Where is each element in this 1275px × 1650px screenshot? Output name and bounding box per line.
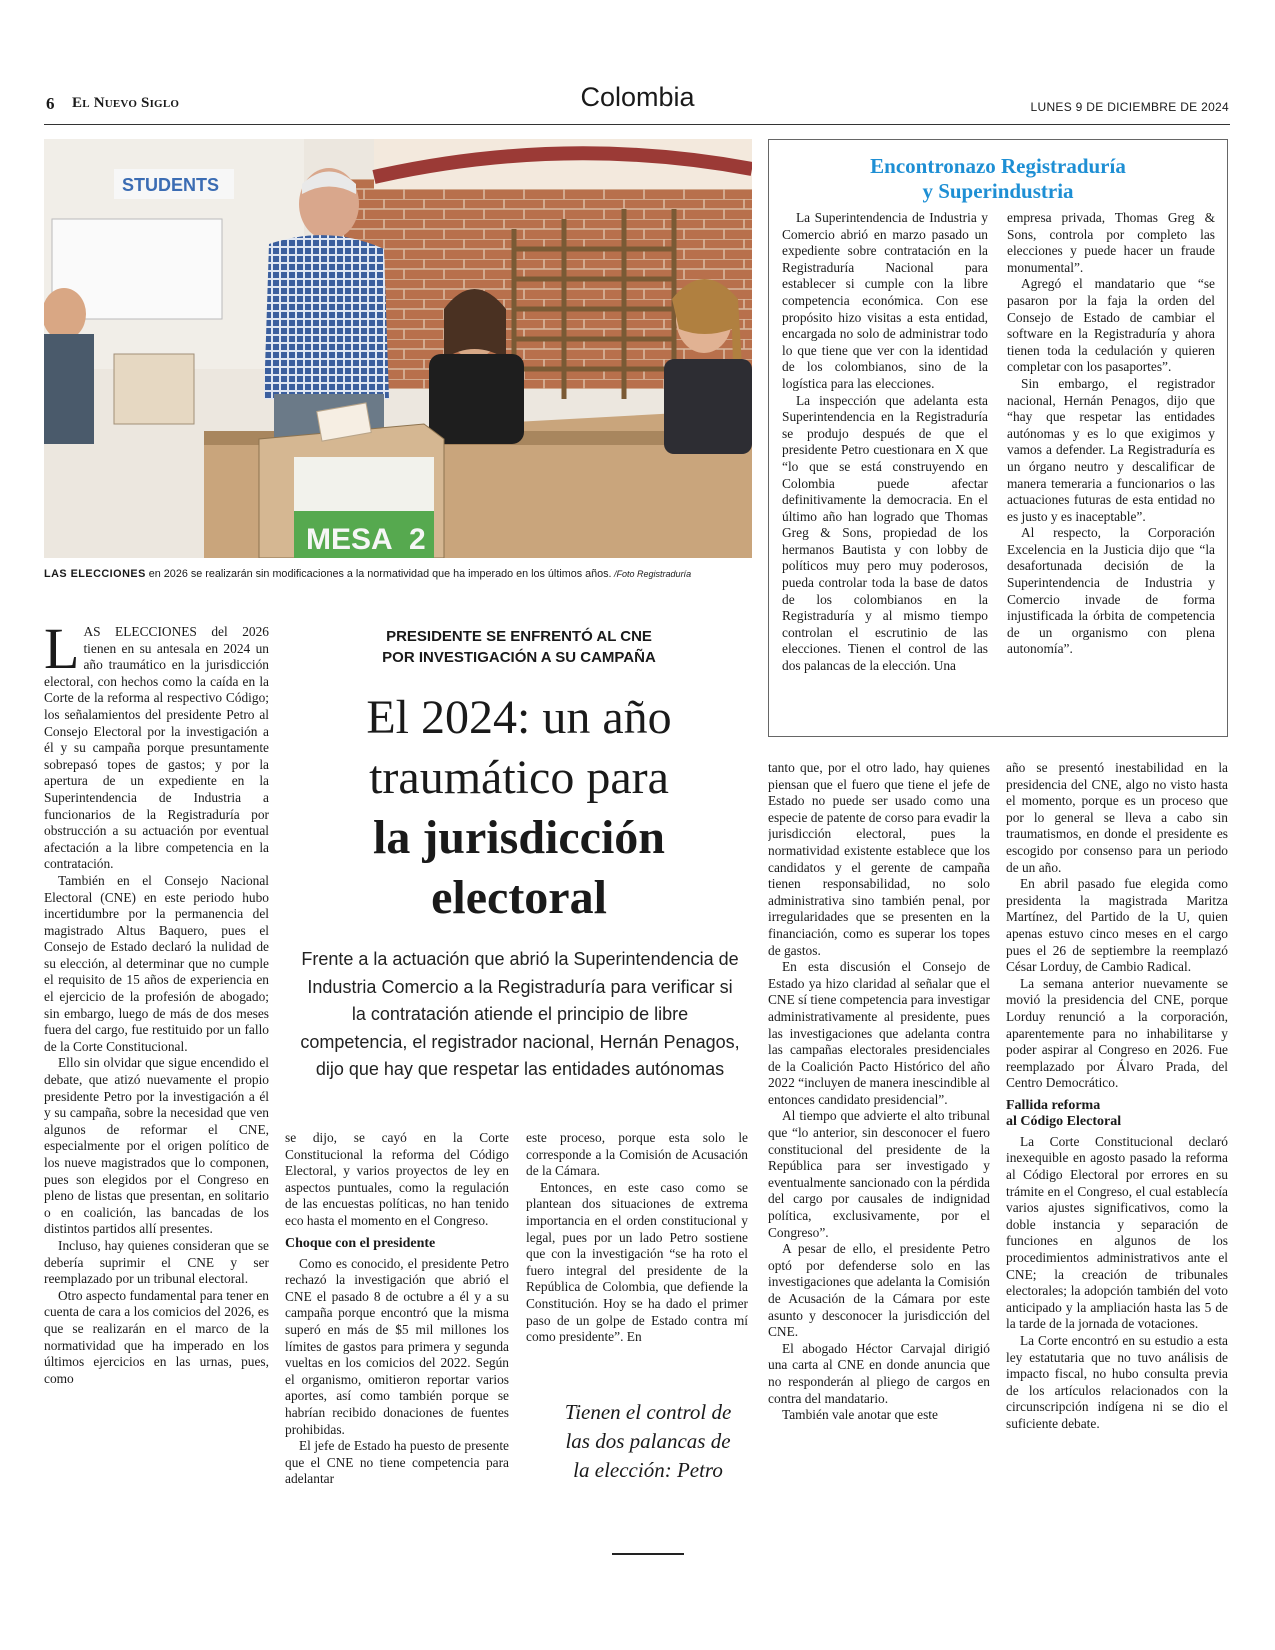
body-paragraph: A pesar de ello, el presidente Petro optó por defenderse solo en las investigaciones que adelanta la Comisión de Acusación de la Cámara por este asunto y desconocer la jurisdicción del CNE.	[768, 1241, 990, 1340]
body-paragraph: También vale anotar que este	[782, 1407, 938, 1423]
sidebar-paragraph: Al respecto, la Corporación Excelencia en la Justicia dijo que “la desafortunada decisión de la Superintendencia de Industria y Comercio invade de forma injustificada la órbita de competencia de un organismo con plena autonomía”.	[1007, 525, 1215, 657]
body-column-3	[526, 1130, 748, 1392]
body-paragraph: El abogado Héctor Carvajal dirigió una carta al CNE en donde anuncia que no responderán al pliego de cargos en contra del mandatario.	[768, 1340, 990, 1406]
body-paragraph: El jefe de Estado ha puesto de presente que el CNE no tiene competencia para adelantar	[285, 1438, 509, 1487]
article-photo	[44, 139, 752, 558]
sidebar-column-right	[1007, 210, 1215, 730]
article-kicker	[292, 626, 746, 668]
section-title: Colombia	[580, 82, 695, 112]
body-column-5	[1006, 760, 1228, 1630]
body-paragraph: tanto que, por el otro lado, hay quienes piensan que el fuero que tiene el jefe de Estado no puede ser usado como una especie de patente de corso para evadir la jurisdicción electoral, pues la normatividad existente establece que los candidatos y el gerente de campaña tienen responsabilidad, no solo administrativa sino también penal, por irregularidades que se presenten en la financiación, como es superar los topes de gastos.	[768, 760, 990, 958]
subheading-line2: al Código Electoral	[1006, 1113, 1122, 1129]
newspaper-name: El Nuevo Siglo	[72, 95, 180, 111]
caption-text: en 2026 se realizarán sin modificaciones a la normatividad que ha imperado en los últimos años.	[145, 568, 612, 580]
body-paragraph: este proceso, porque esta solo le corresponde a la Comisión de Acusación de la Cámara.	[526, 1130, 748, 1179]
lead-text: AS ELECCIONES del 2026 tienen en su antesala en 2024 un año traumático en la jurisdicción electoral, con hechos como la caída en la Corte de la reforma al respectivo Código; los señalamientos del presidente Petro al Consejo Electoral por la investigación a él y su campaña porque presuntamente sobrepasó topes de gastos; y por la apertura de un expediente en la Superintendencia de Industria a funcionarios de la Registraduría por obstrucción a su actuación por eventual afectación a la libre competencia en la contratación.	[44, 624, 269, 872]
headline-line2: traumático para	[369, 751, 669, 804]
page-number: 6	[46, 94, 55, 113]
voting-scene-illustration	[44, 139, 752, 558]
article-headline	[292, 688, 746, 928]
sidebar-paragraph: La Superintendencia de Industria y Comercio abrió en marzo pasado un expediente sobre contratación en la Registraduría Nacional para establecer si cumple con la libre competencia económica. Con ese propósito hizo visitas a esta entidad, encargada no solo de administrar todo lo que tiene que ver con la identidad de los colombianos, sino de la logística para las elecciones.	[782, 210, 988, 391]
ballot-box-number: 2	[409, 523, 426, 556]
sidebar-paragraph: La inspección que adelanta esta Superintendencia en la Registraduría se produjo después de que el presidente Petro cuestionara en X que “lo que se está construyendo en Colombia puede afectar definitivamente la democracia. En el último año han logrado que Thomas Greg & Sons, propiedad de los hermanos Bautista y con lobby de políticos muy pero muy poderosos, pueda controlar toda la base de datos de los colombianos en la Registraduría y al mismo tiempo controlan el escrutinio de las elecciones. Tienen el control de las dos palancas de la elección. Una	[782, 392, 988, 674]
wall-sign-text: STUDENTS	[122, 175, 220, 195]
sidebar-title	[769, 154, 1227, 204]
body-paragraph: Ello sin olvidar que sigue encendido el debate, que atizó nuevamente el propio presidente Petro por la investigación a él y su campaña, sobre la necesidad que ven algunos de reformar el CNE, especialmente por el origen político de los nueve magistrados que lo componen, pues son elegidos por el Congreso en pleno de listas que presentan, en solitario o en coalición, las bancadas de los distintos partidos allí presentes.	[44, 1055, 269, 1237]
lead-paragraph	[44, 624, 269, 873]
sidebar-paragraph: Sin embargo, el registrador nacional, Hernán Penagos, dijo que “hay que respetar las entidades autónomas y es lo que exigimos y vamos a defender. La Registraduría es un órgano neutro y descalificar de manera temeraria a funcionarios o las actuaciones futuras de esta entidad no es justo y es inaceptable”.	[1007, 375, 1215, 524]
photo-credit: /Foto Registraduría	[611, 569, 692, 579]
body-paragraph: año se presentó inestabilidad en la presidencia del CNE, algo no visto hasta el momento, porque es un proceso que por lo general se lleva a cabo sin traumatismos, en donde el presidente es escogido por consenso para un periodo de un año.	[1006, 760, 1228, 875]
body-paragraph: La semana anterior nuevamente se movió la presidencia del CNE, porque Lorduy renunció a la corporación, aparentemente para no inhabilitarse y poder aspirar al Congreso en 2026. Fue reemplazado por Álvaro Prada, del Centro Democrático.	[1006, 975, 1228, 1091]
issue-date: LUNES 9 DE DICIEMBRE DE 2024	[1030, 100, 1229, 114]
subheading	[1006, 1098, 1228, 1130]
sidebar-box	[768, 139, 1228, 737]
kicker-line2: POR INVESTIGACIÓN A SU CAMPAÑA	[382, 649, 656, 666]
body-paragraph: se dijo, se cayó en la Corte Constitucional la reforma del Código Electoral, y varios proyectos de ley en aspectos puntuales, como la regulación de las encuestas políticas, no han tenido eco hasta el momento en el Congreso.	[285, 1130, 509, 1228]
article-deck: Frente a la actuación que abrió la Superintendencia de Industria Comercio a la Registraduría para verificar si la contratación atiende el principio de libre competencia, el registrador nacional, Hernán Penagos, dijo que hay que respetar las entidades autónomas	[300, 949, 740, 1079]
sidebar-paragraph: empresa privada, Thomas Greg & Sons, controla por completo las elecciones y puede hacer un fraude monumental”.	[1007, 210, 1215, 275]
body-paragraph: Otro aspecto fundamental para tener en cuenta de cara a los comicios del 2026, es que se realizarán en el marco de la normatividad que ha imperado en los últimos ejercicios en las urnas, pues, como	[44, 1287, 269, 1386]
body-paragraph: Como es conocido, el presidente Petro rechazó la investigación que abrió el CNE el pasado 8 de octubre a él y a su campaña porque encontró que la misma superó en más de $5 mil millones los límites de gastos para primera y segunda vueltas en los comicios del 2022. Según el organismo, omitieron reportar varios aportes, así como también porque se habrían recibido donaciones de fuentes prohibidas.	[285, 1255, 509, 1437]
headline-line1: El 2024: un año	[366, 691, 672, 744]
drop-cap: L	[44, 624, 80, 681]
body-paragraph: En abril pasado fue elegida como presidenta la magistrada Maritza Martínez, del Partido de la U, quien apenas estuvo cinco meses en el cargo pues el 26 de septiembre la reemplazó César Lorduy, de Cambio Radical.	[1006, 876, 1228, 975]
caption-lead: LAS ELECCIONES	[44, 568, 146, 580]
body-paragraph: También en el Consejo Nacional Electoral (CNE) en este periodo hubo incertidumbre por la permanencia del magistrado Altus Baquero, pues el Consejo de Estado declaró la nulidad de su elección, al determinar que no cumple el requisito de 15 años de experiencia en el ejercicio de la profesión de abogado; sin embargo, luego de más de dos meses fuera del cargo, fue restituido por un fallo de la Corte Constitucional.	[44, 872, 269, 1054]
pull-quote-rule	[612, 1553, 684, 1555]
kicker-line1: PRESIDENTE SE ENFRENTÓ AL CNE	[386, 628, 652, 645]
body-paragraph: La Corte Constitucional declaró inexequible en agosto pasado la reforma al Código Electoral por errores en su trámite en el Congreso, el cual establecía varios ajustes significativos, como la doble instancia y separación de funciones en algunos de los procedimientos administrativos ante el CNE; la creación de tribunales electorales; la adopción también del voto anticipado y la ampliación hasta las 5 de la tarde de la jornada de votaciones.	[1006, 1133, 1228, 1332]
sidebar-column-left	[782, 210, 988, 730]
body-paragraph: En esta discusión el Consejo de Estado ya hizo claridad al señalar que el CNE sí tiene competencia para investigar administrativamente al presidente, pues las investigaciones que adelanta contra las campañas electorales presidenciales de la Coalición Pacto Histórico del año 2022 “incluyen de manera inescindible al entonces candidato presidencial”.	[768, 959, 990, 1107]
body-column-4	[768, 760, 990, 1630]
headline-line4: electoral	[431, 871, 607, 924]
header-rule	[44, 124, 1230, 125]
ballot-box-label: MESA	[306, 523, 393, 556]
sidebar-title-line1: Encontronazo Registraduría	[870, 154, 1126, 178]
photo-caption	[44, 567, 752, 582]
body-paragraph: La Corte encontró en su estudio a esta ley estatutaria que no tuvo análisis de impacto fiscal, no hubo consulta previa de los artículos relacionados con la circunscripción indígena ni se dio el suficiente debate.	[1006, 1333, 1228, 1431]
sidebar-paragraph: Agregó el mandatario que “se pasaron por la faja la orden del Consejo de Estado de cambiar el software en la Registraduría y ahora tienen toda la cedulación y quieren completar con los pasaportes”.	[1007, 276, 1215, 375]
subheading: Choque con el presidente	[285, 1235, 436, 1251]
headline-line3: la jurisdicción	[372, 811, 665, 864]
body-column-1	[44, 624, 269, 1624]
subheading-line1: Fallida reforma	[1006, 1097, 1101, 1113]
body-column-2	[285, 1130, 509, 1630]
body-paragraph: Incluso, hay quienes consideran que se debería suprimir el CNE y ser reemplazado por un tribunal electoral.	[44, 1237, 269, 1287]
body-paragraph: Al tiempo que advierte el alto tribunal que “lo anterior, sin desconocer el fuero constitucional del presidente de la República para ser investigado y eventualmente sancionado con la pérdida del cargo por causales de indignidad política, exclusivamente, por el Congreso”.	[768, 1108, 990, 1240]
pull-quote: Tienen el control de las dos palancas de la elección: Petro	[564, 1400, 732, 1482]
sidebar-title-line2: y Superindustria	[922, 179, 1074, 203]
body-paragraph: Entonces, en este caso como se plantean dos situaciones de extrema importancia en el orden constitucional y legal, pues por un lado Petro sostiene que con la investigación “se ha roto el fuero integral del presidente de la República de Colombia, que defiende la Constitución. Hoy se ha dado el primer paso de un golpe de Estado contra mí como presidente”. En	[526, 1179, 748, 1345]
